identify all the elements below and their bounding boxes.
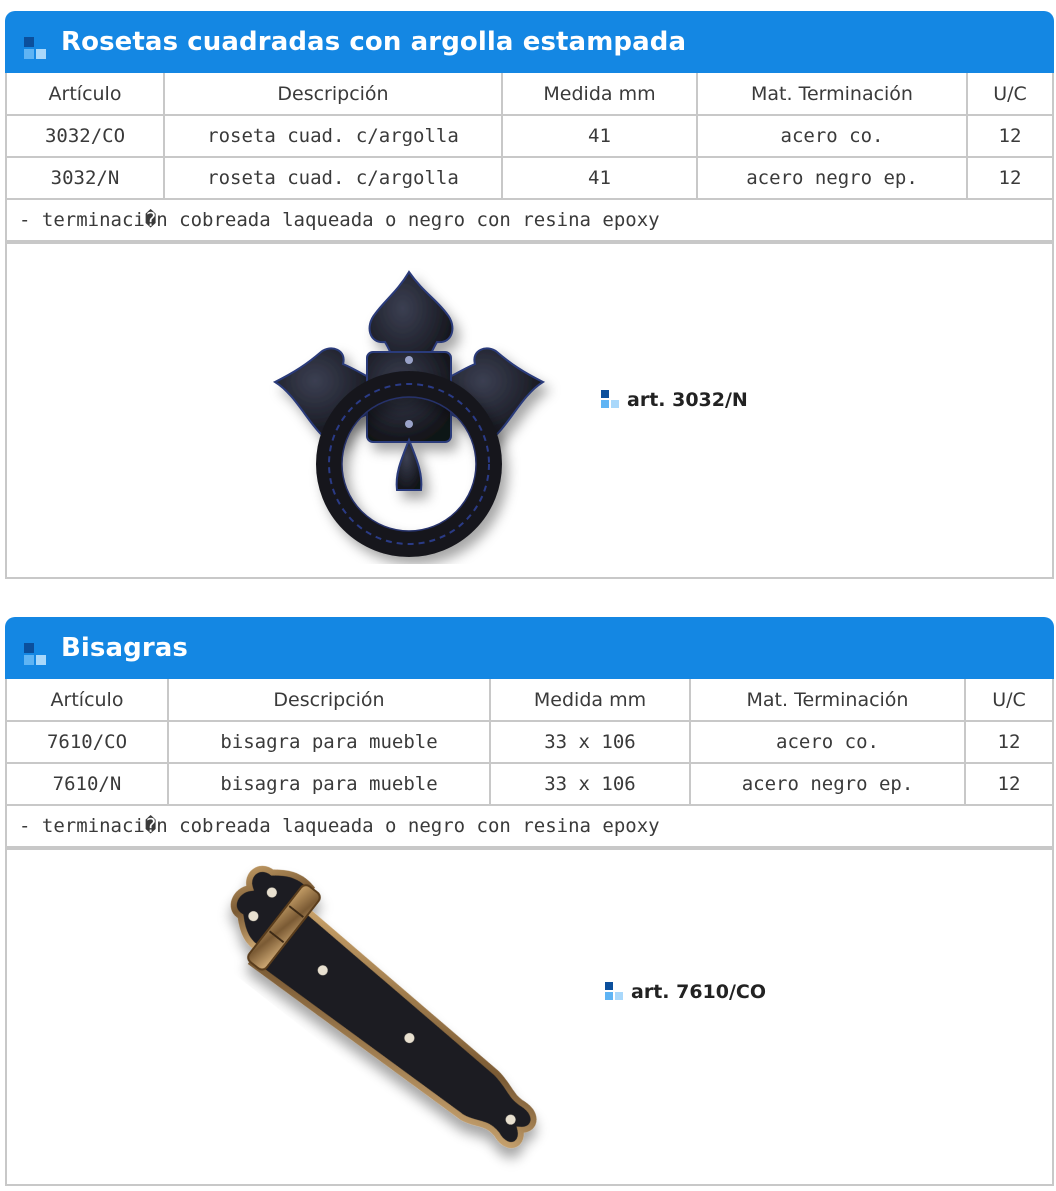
cell-descripcion: roseta cuad. c/argolla [164,157,502,199]
cell-medida: 41 [502,157,697,199]
cell-descripcion: bisagra para mueble [168,763,490,805]
product-image-area [7,242,1052,577]
note-row [7,805,1052,847]
cell-descripcion: roseta cuad. c/argolla [164,115,502,157]
caption-text: art. 7610/CO [631,981,767,1003]
section-title: Rosetas cuadradas con argolla estampada [61,27,687,57]
column-header-terminacion: Mat. Terminación [697,73,967,115]
cell-articulo: 3032/N [7,157,164,199]
hinge-image [177,862,597,1174]
cell-descripcion: bisagra para mueble [168,721,490,763]
caption-text: art. 3032/N [627,389,748,411]
cell-uc: 12 [967,157,1052,199]
image-caption [605,981,766,1003]
cell-uc: 12 [965,763,1052,805]
cell-uc: 12 [965,721,1052,763]
product-table-box [5,73,1054,579]
cell-terminacion: acero co. [690,721,965,763]
squares-logo-icon [24,37,48,61]
table-row [7,721,1052,763]
squares-bullet-icon [605,982,625,1002]
table-header-row [7,73,1052,115]
cell-articulo: 3032/CO [7,115,164,157]
cell-medida: 41 [502,115,697,157]
cell-uc: 12 [967,115,1052,157]
column-header-descripcion: Descripción [168,679,490,721]
product-table [7,73,1052,242]
column-header-uc: U/C [965,679,1052,721]
column-header-terminacion: Mat. Terminación [690,679,965,721]
squares-bullet-icon [601,390,621,410]
column-header-uc: U/C [967,73,1052,115]
cell-terminacion: acero co. [697,115,967,157]
table-row [7,115,1052,157]
table-row [7,157,1052,199]
squares-logo-icon [24,643,48,667]
product-section-rosetas [5,11,1054,583]
column-header-articulo: Artículo [7,73,164,115]
cell-medida: 33 x 106 [490,763,690,805]
table-header-row [7,679,1052,721]
ring-pull-image [247,264,567,564]
column-header-medida: Medida mm [490,679,690,721]
cell-terminacion: acero negro ep. [697,157,967,199]
finish-note: - terminaci�n cobreada laqueada o negro con resina epoxy [7,805,1052,847]
product-table [7,679,1052,848]
product-table-box [5,679,1054,1186]
product-section-bisagras [5,617,1054,1191]
image-caption [601,389,748,411]
column-header-medida: Medida mm [502,73,697,115]
section-header [5,11,1054,73]
cell-articulo: 7610/CO [7,721,168,763]
cell-medida: 33 x 106 [490,721,690,763]
column-header-descripcion: Descripción [164,73,502,115]
section-title: Bisagras [61,633,189,663]
finish-note: - terminaci�n cobreada laqueada o negro con resina epoxy [7,199,1052,241]
cell-articulo: 7610/N [7,763,168,805]
product-image-area [7,848,1052,1184]
section-header [5,617,1054,679]
cell-terminacion: acero negro ep. [690,763,965,805]
column-header-articulo: Artículo [7,679,168,721]
table-row [7,763,1052,805]
note-row [7,199,1052,241]
